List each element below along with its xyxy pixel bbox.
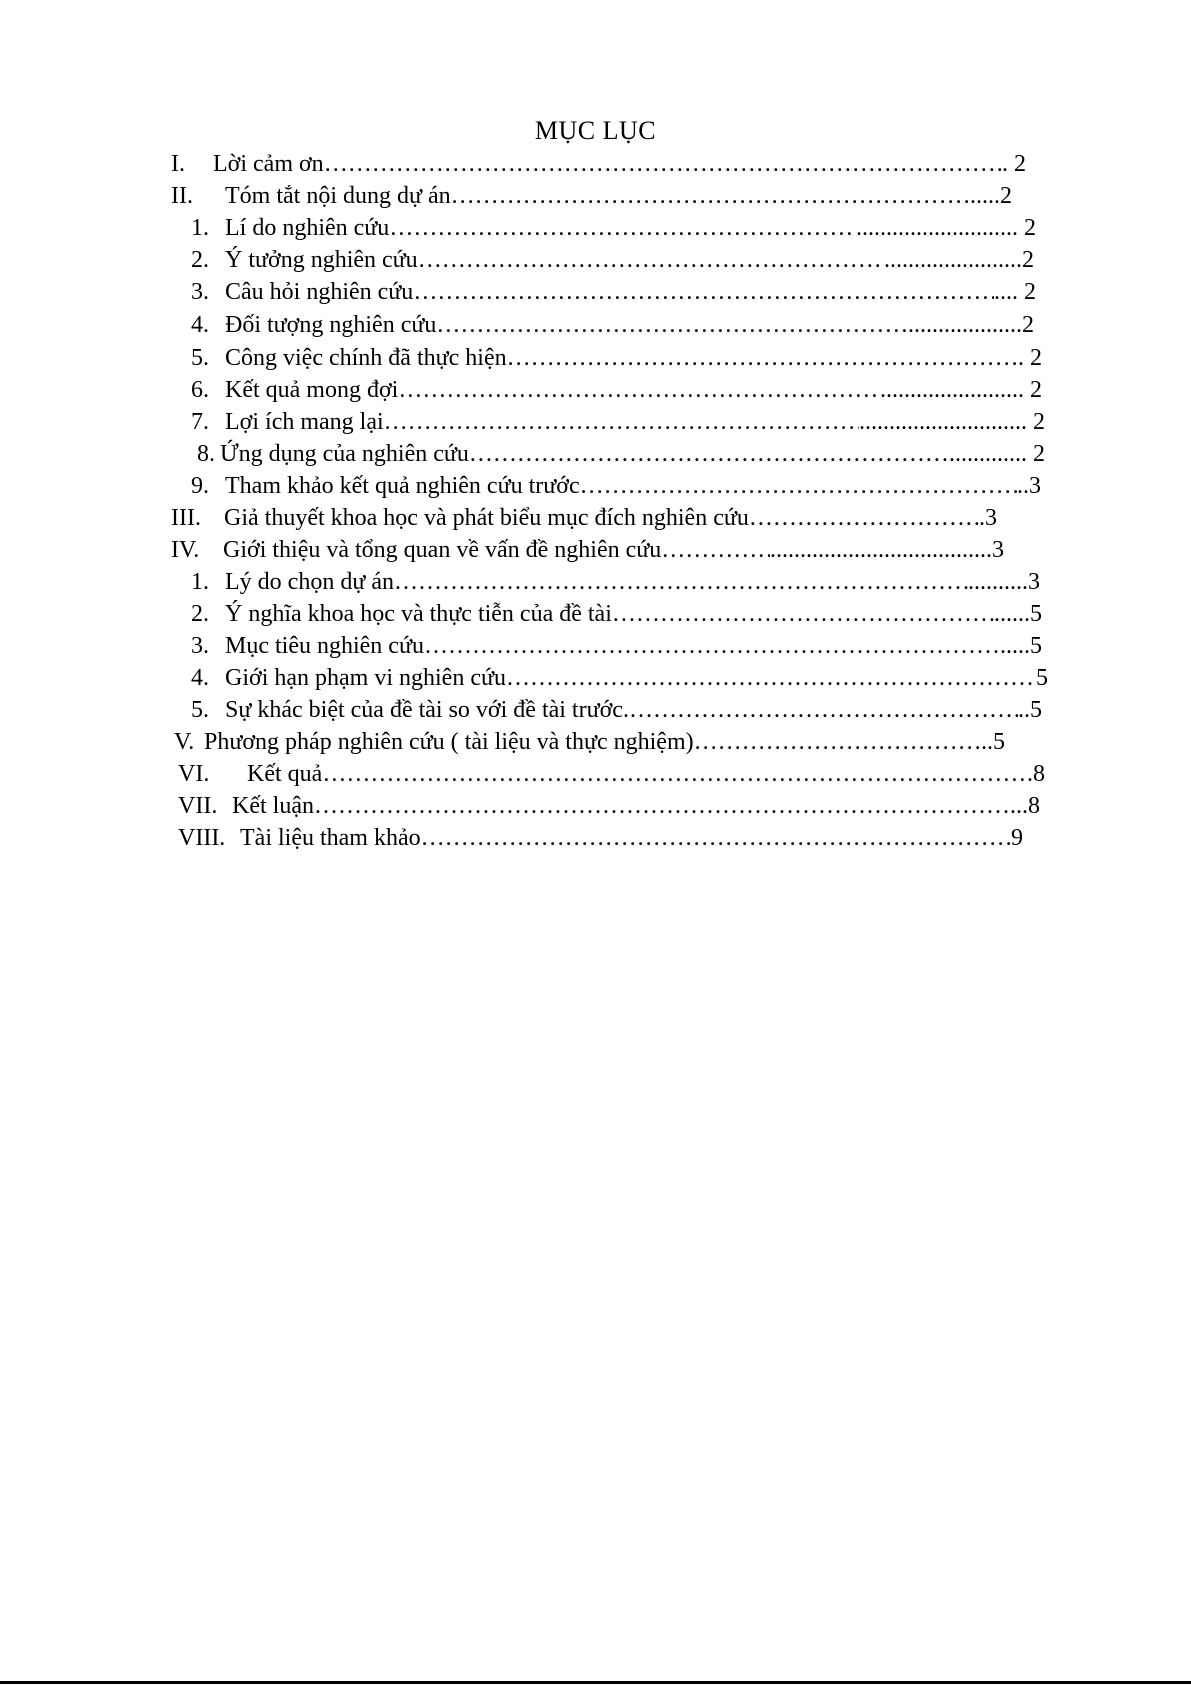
- toc-entry-number: 4.: [191, 312, 209, 338]
- toc-dot-leader: [394, 566, 968, 598]
- toc-entry-1: [171, 148, 1026, 180]
- toc-entry-text: Tham khảo kết quả nghiên cứu trước: [225, 473, 580, 499]
- page-bottom-rule: [0, 1681, 1191, 1684]
- toc-entry-number: I.: [171, 151, 185, 177]
- toc-dot-leader: [506, 662, 1036, 694]
- toc-entry-17: [191, 662, 1048, 694]
- toc-entry-number: 4.: [191, 665, 209, 691]
- toc-entry-number: 5.: [191, 345, 209, 371]
- toc-entry-page: .....2: [970, 183, 1012, 209]
- toc-dot-leader: [694, 726, 981, 758]
- toc-dot-leader: [324, 148, 1002, 180]
- toc-entry-page: .... 2: [994, 279, 1036, 305]
- toc-dot-leader: [322, 758, 1027, 790]
- toc-dot-leader: [389, 212, 856, 244]
- toc-entry-text: Phương pháp nghiên cứu ( tài liệu và thực nghiệm): [204, 729, 694, 755]
- toc-entry-number: V.: [174, 729, 195, 755]
- toc-entry-number: VIII.: [178, 825, 226, 851]
- toc-entry-number: 3.: [191, 633, 209, 659]
- toc-entry-14: [191, 566, 1040, 598]
- toc-dot-leader: [314, 790, 1010, 822]
- toc-entry-text: Giới hạn phạm vi nghiên cứu: [225, 665, 506, 691]
- toc-entry-page: . 2: [1002, 151, 1026, 177]
- toc-dot-leader: [507, 342, 1018, 374]
- toc-dot-leader: [384, 406, 859, 438]
- toc-entry-number: 2.: [191, 601, 209, 627]
- toc-entry-15: [191, 598, 1042, 630]
- toc-entry-number: 5.: [191, 697, 209, 723]
- toc-entry-page: .8: [1027, 761, 1045, 787]
- toc-entry-21: [178, 790, 1040, 822]
- toc-entry-text: Lợi ích mang lại: [225, 409, 384, 435]
- toc-entry-4: [191, 244, 1034, 276]
- toc-entry-text: Kết quả mong đợi: [225, 377, 399, 403]
- toc-entry-text: Ứng dụng của nghiên cứu: [220, 441, 469, 467]
- toc-dot-leader: [424, 630, 1000, 662]
- toc-entry-5: [191, 276, 1036, 308]
- toc-entry-2: [171, 180, 1012, 212]
- toc-entry-number: VII.: [178, 793, 218, 819]
- toc-entry-page: .....................................3: [770, 537, 1004, 563]
- toc-entry-text: Lời cảm ơn: [213, 151, 324, 177]
- toc-entry-page: 5: [1036, 665, 1048, 691]
- toc-entry-page: ..3: [1017, 473, 1041, 499]
- toc-dot-leader: [413, 276, 994, 308]
- toc-dot-leader: [451, 180, 970, 212]
- toc-entry-number: 2.: [191, 247, 209, 273]
- toc-entry-text: Giới thiệu và tổng quan về vấn đề nghiên cứu: [223, 537, 662, 563]
- toc-entry-text: Tóm tắt nội dung dự án: [225, 183, 451, 209]
- toc-entry-page: .......................2: [884, 247, 1034, 273]
- toc-entry-text: Ý nghĩa khoa học và thực tiễn của đề tài: [225, 601, 612, 627]
- toc-entry-page: ............................ 2: [859, 409, 1045, 435]
- toc-entry-text: Đối tượng nghiên cứu: [225, 312, 437, 338]
- toc-entry-number: IV.: [171, 537, 200, 563]
- toc-entry-number: III.: [171, 505, 201, 531]
- toc-entry-text: Lí do nghiên cứu: [225, 215, 390, 241]
- toc-entry-11: [191, 470, 1041, 502]
- toc-entry-7: [191, 342, 1042, 374]
- toc-entry-text: Giả thuyết khoa học và phát biểu mục đích nghiên cứu: [224, 505, 749, 531]
- toc-entry-page: ..5: [1018, 697, 1042, 723]
- toc-dot-leader: [418, 244, 884, 276]
- toc-entry-page: .....5: [1000, 633, 1042, 659]
- toc-entry-22: [178, 822, 1023, 854]
- toc-entry-text: Mục tiêu nghiên cứu: [225, 633, 424, 659]
- toc-entry-page: .3: [979, 505, 997, 531]
- toc-entry-number: 1.: [191, 569, 209, 595]
- toc-title: MỤC LỤC: [534, 116, 657, 145]
- toc-entry-8: [191, 374, 1042, 406]
- toc-entry-number: 7.: [191, 409, 209, 435]
- toc-entry-page: 9: [1011, 825, 1023, 851]
- toc-entry-20: [178, 758, 1045, 790]
- toc-entry-10: [197, 438, 1045, 470]
- toc-entry-page: ........................ 2: [880, 377, 1042, 403]
- toc-dot-leader: [661, 534, 770, 566]
- toc-entry-3: [191, 212, 1036, 244]
- toc-entry-number: II.: [171, 183, 193, 209]
- toc-entry-12: [171, 502, 997, 534]
- toc-entry-text: Ý tưởng nghiên cứu: [225, 247, 418, 273]
- toc-entry-page: ........................... 2: [856, 215, 1036, 241]
- toc-dot-leader: [612, 598, 994, 630]
- toc-dot-leader: [469, 438, 949, 470]
- toc-entry-19: [174, 726, 1005, 758]
- toc-entry-page: ......5: [994, 601, 1042, 627]
- toc-entry-page: . 2: [1018, 345, 1042, 371]
- toc-dot-leader: [749, 502, 979, 534]
- toc-entry-text: Công việc chính đã thực hiện: [225, 345, 507, 371]
- toc-entry-13: [171, 534, 1004, 566]
- toc-entry-number: 9.: [191, 473, 209, 499]
- toc-entry-text: Câu hỏi nghiên cứu: [225, 279, 414, 305]
- toc-dot-leader: [629, 694, 1018, 726]
- toc-entry-number: VI.: [178, 761, 210, 787]
- toc-entry-6: [191, 309, 1034, 341]
- toc-entry-page: ............. 2: [949, 441, 1045, 467]
- toc-entry-text: Lý do chọn dự án: [225, 569, 394, 595]
- toc-entry-9: [191, 406, 1045, 438]
- toc-entry-page: ..........3: [968, 569, 1040, 595]
- toc-entry-number: 6.: [191, 377, 209, 403]
- toc-entry-number: 3.: [191, 279, 209, 305]
- toc-entry-page: ..5: [981, 729, 1005, 755]
- toc-entry-18: [191, 694, 1042, 726]
- toc-dot-leader: [421, 822, 1011, 854]
- toc-entry-text: Tài liệu tham khảo: [240, 825, 421, 851]
- toc-entry-number: 1.: [191, 215, 209, 241]
- toc-entry-text: Kết luận: [232, 793, 314, 819]
- toc-entry-text: Sự khác biệt của đề tài so với đề tài trước.: [225, 697, 629, 723]
- toc-dot-leader: [436, 309, 908, 341]
- toc-dot-leader: [398, 374, 880, 406]
- toc-entry-text: Kết quả: [247, 761, 323, 787]
- toc-entry-page: ...................2: [908, 312, 1034, 338]
- toc-entry-page: ...8: [1010, 793, 1040, 819]
- toc-entry-number: 8.: [197, 441, 215, 467]
- toc-dot-leader: [580, 470, 1017, 502]
- toc-entry-16: [191, 630, 1042, 662]
